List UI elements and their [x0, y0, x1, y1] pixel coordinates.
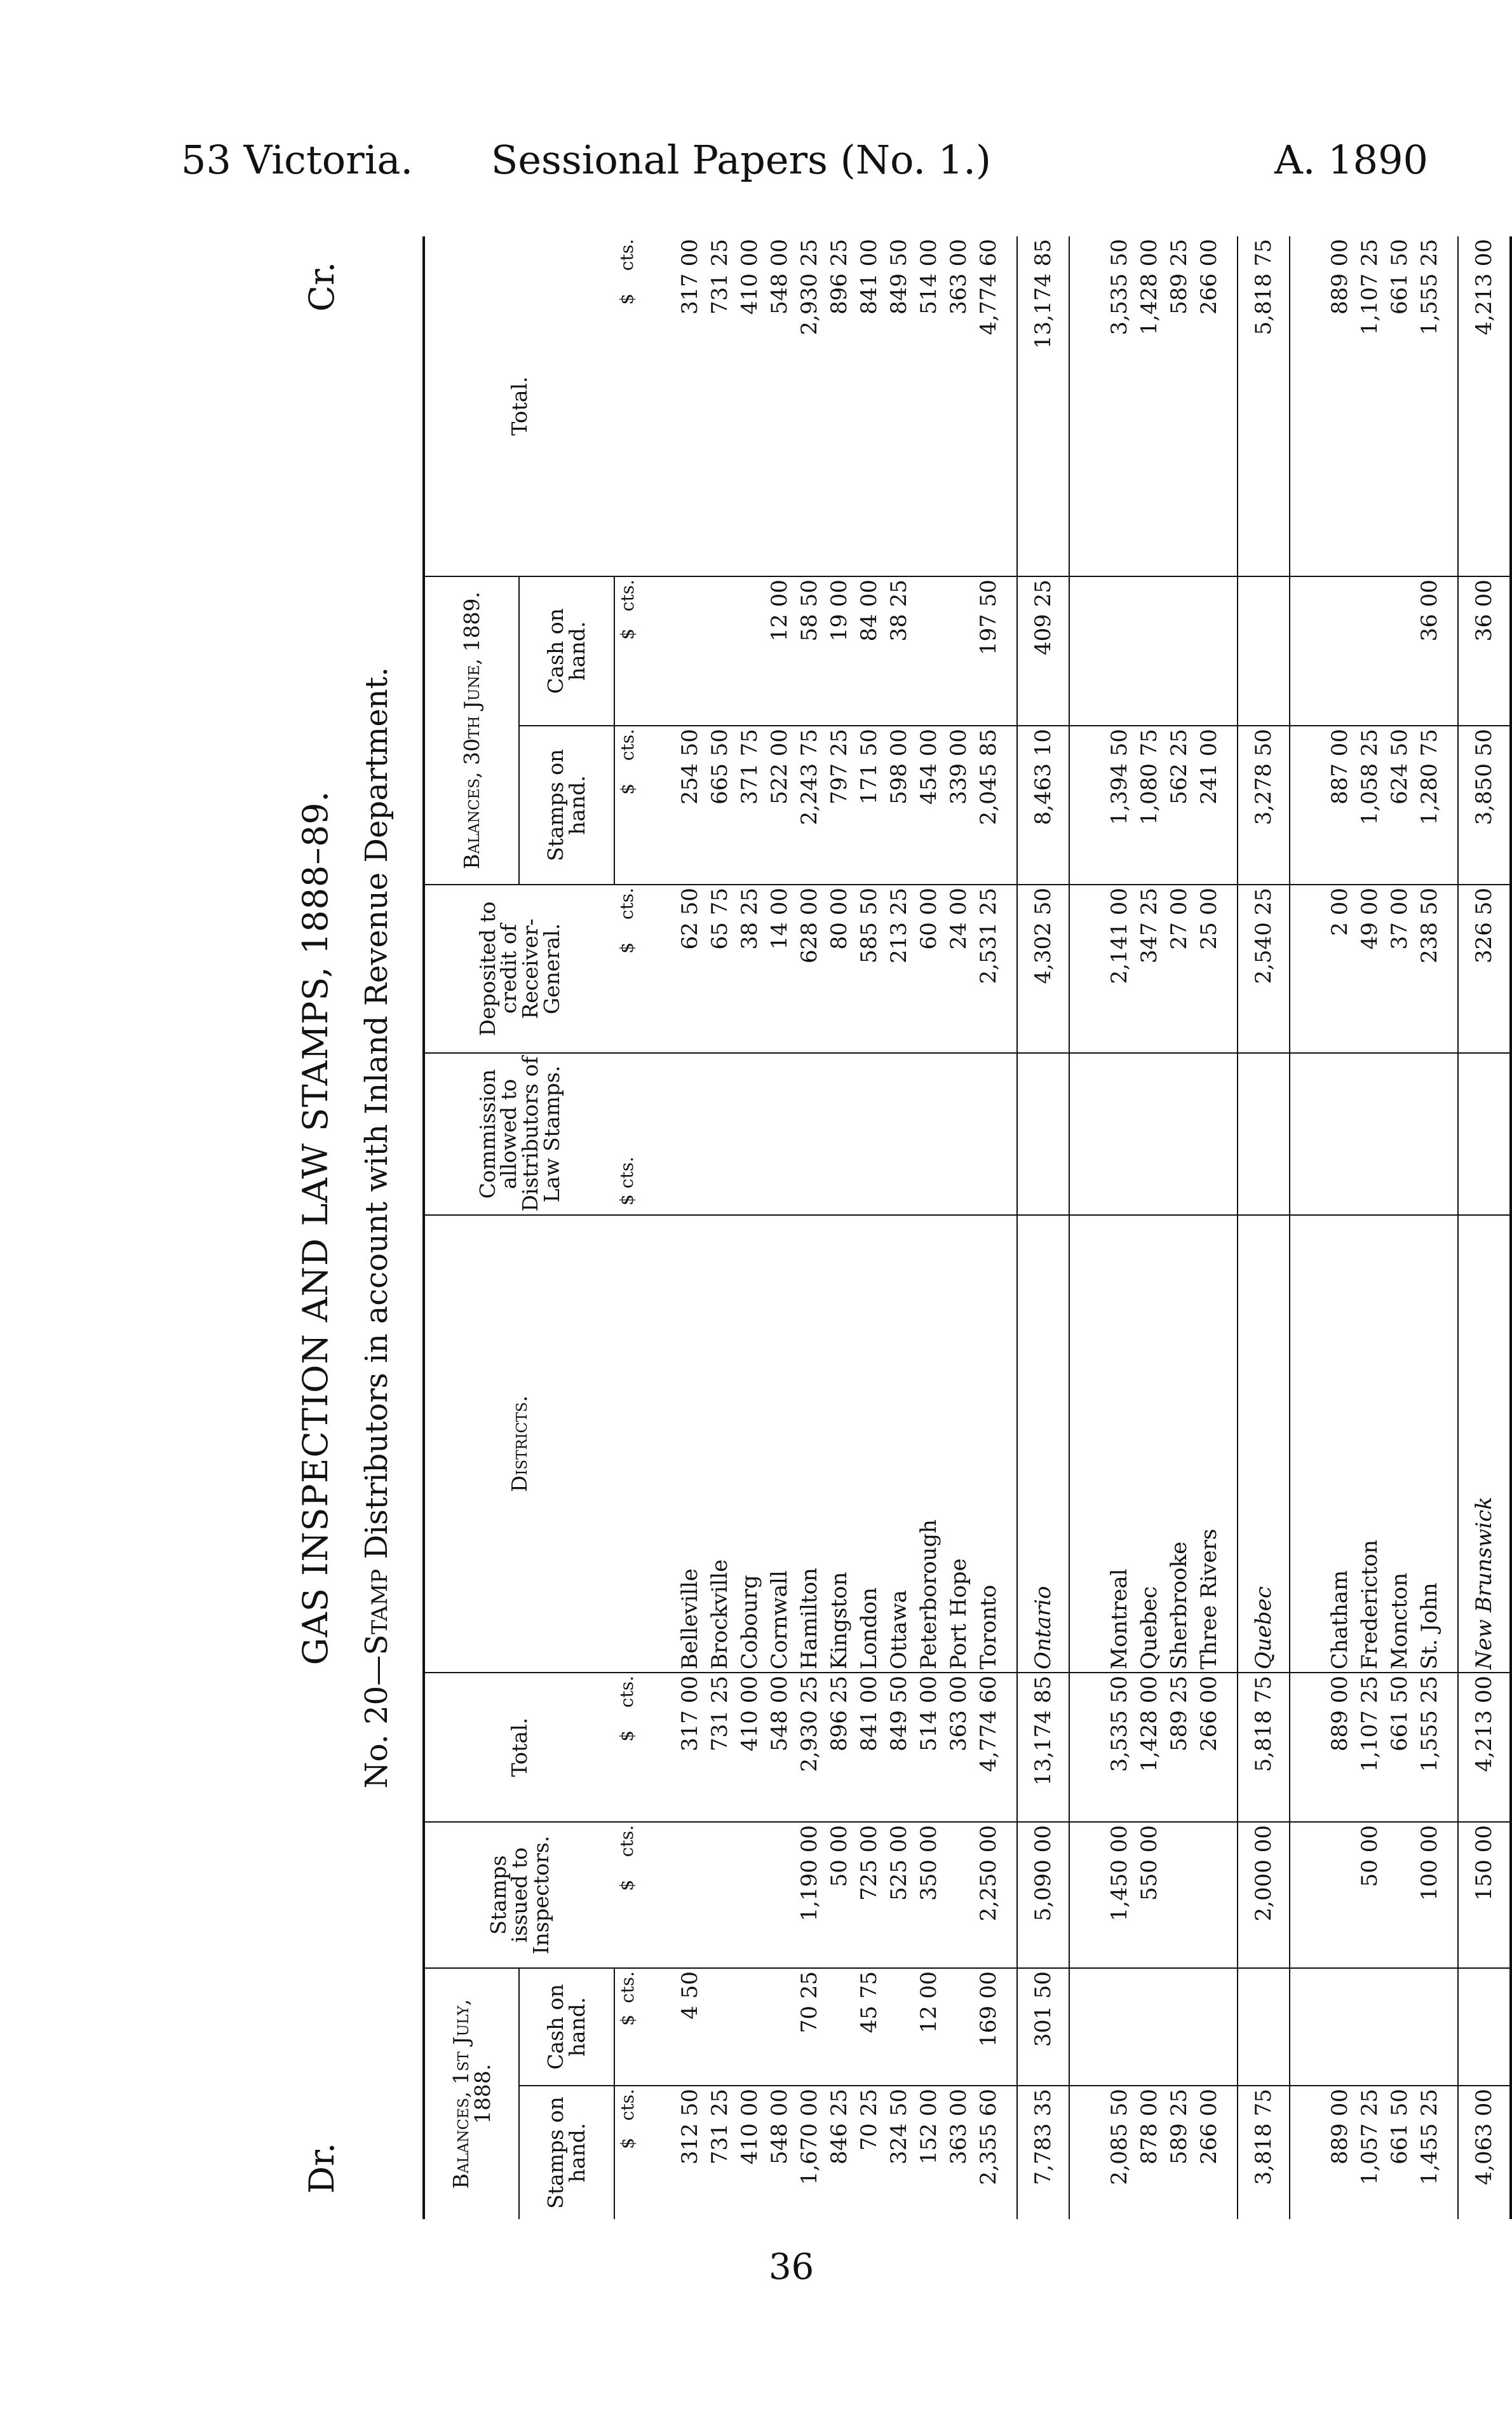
s89-cell: 3,850 50 — [1458, 726, 1511, 885]
dep-cell: 2 00 — [1325, 885, 1355, 1053]
dep-cell: 14 00 — [765, 885, 795, 1053]
tot2-cell: 841 00 — [854, 236, 884, 576]
district-row — [914, 236, 944, 2219]
c88-cell — [1194, 1968, 1224, 2086]
s89-cell: 522 00 — [765, 726, 795, 885]
district-name: Chatham — [1325, 1215, 1355, 1673]
district-name: Kingston — [825, 1215, 854, 1673]
district-row — [1164, 236, 1194, 2219]
c89-cell: 84 00 — [854, 576, 884, 726]
c89-cell — [914, 576, 944, 726]
iss-cell — [675, 1822, 705, 1968]
s89-cell: 454 00 — [914, 726, 944, 885]
iss-cell — [1164, 1822, 1194, 1968]
district-row — [705, 236, 735, 2219]
s89-cell: 624 50 — [1385, 726, 1415, 885]
iss-cell — [735, 1822, 765, 1968]
s89-cell: 241 00 — [1194, 726, 1224, 885]
district-row — [735, 236, 765, 2219]
dep-cell: 24 00 — [944, 885, 974, 1053]
s89-cell: 2,045 85 — [974, 726, 1004, 885]
dep-cell: 37 00 — [1385, 885, 1415, 1053]
iss-cell: 2,250 00 — [974, 1822, 1004, 1968]
tot2-cell: 661 50 — [1385, 236, 1415, 576]
c88-cell: 4 50 — [675, 1968, 705, 2086]
tot2-cell: 889 00 — [1325, 236, 1355, 576]
c88-cell — [705, 1968, 735, 2086]
s88-cell: 410 00 — [737, 2089, 763, 2164]
tot-cell: 889 00 — [1325, 1673, 1355, 1822]
s88-cell: 312 50 — [677, 2089, 703, 2164]
ledger-body — [614, 236, 1511, 2219]
s89-cell: 171 50 — [854, 726, 884, 885]
tot-cell: 1,428 00 — [1135, 1673, 1164, 1822]
dep-cell: 80 00 — [825, 885, 854, 1053]
district-row — [1105, 236, 1135, 2219]
tot-cell: 1,555 25 — [1415, 1673, 1445, 1822]
district-row — [884, 236, 914, 2219]
district-name: Three Rivers — [1194, 1215, 1224, 1673]
commission-cell — [795, 1053, 825, 1215]
s89-cell: 1,080 75 — [1135, 726, 1164, 885]
tot-cell: 410 00 — [735, 1673, 765, 1822]
c89-cell — [1164, 576, 1194, 726]
dep-cell: 65 75 — [705, 885, 735, 1053]
s89-cell: 797 25 — [825, 726, 854, 885]
tot2-cell: 548 00 — [765, 236, 795, 576]
rotated-statement — [280, 236, 1497, 2219]
group-total-label: New Brunswick — [1458, 1215, 1511, 1673]
dep-cell: 62 50 — [675, 885, 705, 1053]
tot2-cell: 363 00 — [944, 236, 974, 576]
group-total-label: Ontario — [1017, 1215, 1069, 1673]
running-head-left: 53 Victoria. — [181, 137, 414, 183]
c88-cell — [1458, 1968, 1511, 2086]
s89-cell: 1,058 25 — [1355, 726, 1385, 885]
dep-cell: 2,540 25 — [1238, 885, 1290, 1053]
c89-cell — [705, 576, 735, 726]
district-name: Fredericton — [1355, 1215, 1385, 1673]
s88-cell: 589 25 — [1166, 2089, 1192, 2164]
s88-cell: 2,355 60 — [976, 2089, 1002, 2185]
s89-cell: 3,278 50 — [1238, 726, 1290, 885]
s88-cell: 363 00 — [946, 2089, 972, 2164]
s89-cell: 371 75 — [735, 726, 765, 885]
commission-cell — [1194, 1053, 1224, 1215]
c88-cell — [1355, 1968, 1385, 2086]
tot-cell: 2,930 25 — [795, 1673, 825, 1822]
s88-cell: 1,057 25 — [1357, 2089, 1383, 2185]
c89-cell: 197 50 — [974, 576, 1004, 726]
unit-cell: $ cts. — [614, 726, 640, 885]
commission-cell — [854, 1053, 884, 1215]
tot2-cell: 1,107 25 — [1355, 236, 1385, 576]
dep-cell: 2,531 25 — [974, 885, 1004, 1053]
running-head-center: Sessional Papers (No. 1.) — [490, 137, 992, 183]
statement-title: GAS INSPECTION AND LAW STAMPS, 1888–89. — [295, 790, 335, 1666]
commission-cell — [944, 1053, 974, 1215]
district-name: St. John — [1415, 1215, 1445, 1673]
group-total-row — [1458, 236, 1511, 2219]
district-name: Belleville — [675, 1215, 705, 1673]
commission-cell — [675, 1053, 705, 1215]
dep-cell: 213 25 — [884, 885, 914, 1053]
header-stamps-on-hand: Stamps on hand. — [519, 2086, 614, 2219]
s89-cell: 887 00 — [1325, 726, 1355, 885]
c88-cell — [1238, 1968, 1290, 2086]
c89-cell — [675, 576, 705, 726]
header-cash-on-hand: Cash on hand. — [519, 1968, 614, 2086]
district-row — [1135, 236, 1164, 2219]
dep-cell: 25 00 — [1194, 885, 1224, 1053]
tot2-cell: 2,930 25 — [795, 236, 825, 576]
c89-cell: 19 00 — [825, 576, 854, 726]
c88-cell — [735, 1968, 765, 2086]
dep-cell: 38 25 — [735, 885, 765, 1053]
district-row — [974, 236, 1004, 2219]
dep-cell: 347 25 — [1135, 885, 1164, 1053]
page-number: 36 — [769, 2246, 814, 2288]
commission-cell — [884, 1053, 914, 1215]
district-name: Quebec — [1135, 1215, 1164, 1673]
header-stamps-issued: Stamps issued to Inspectors. — [424, 1822, 614, 1968]
s88-cell: 661 50 — [1387, 2089, 1413, 2164]
tot-cell: 266 00 — [1194, 1673, 1224, 1822]
dep-cell: 585 50 — [854, 885, 884, 1053]
subtitle-smallcaps: Stamp — [359, 1568, 395, 1655]
s89-cell: 2,243 75 — [795, 726, 825, 885]
c89-cell — [1135, 576, 1164, 726]
commission-cell — [1355, 1053, 1385, 1215]
s89-cell: 562 25 — [1164, 726, 1194, 885]
tot2-cell: 13,174 85 — [1017, 236, 1069, 576]
s88-cell: 4,063 00 — [1458, 2086, 1511, 2219]
commission-cell — [1164, 1053, 1194, 1215]
tot-cell: 514 00 — [914, 1673, 944, 1822]
c89-cell — [944, 576, 974, 726]
iss-cell: 350 00 — [914, 1822, 944, 1968]
commission-cell — [1385, 1053, 1415, 1215]
unit-cell: $ cts. — [614, 885, 640, 1053]
tot2-cell: 1,555 25 — [1415, 236, 1445, 576]
s89-cell: 1,280 75 — [1415, 726, 1445, 885]
subtitle-text: Distributors in account with Inland Revenue Department. — [359, 667, 395, 1569]
c88-cell — [1385, 1968, 1415, 2086]
district-row — [854, 236, 884, 2219]
header-total-2: Total. — [424, 236, 614, 576]
tot-cell: 896 25 — [825, 1673, 854, 1822]
iss-cell: 50 00 — [1355, 1822, 1385, 1968]
c88-cell — [1135, 1968, 1164, 2086]
district-name: London — [854, 1215, 884, 1673]
tot2-cell: 731 25 — [705, 236, 735, 576]
iss-cell: 5,090 00 — [1017, 1822, 1069, 1968]
commission-cell — [1325, 1053, 1355, 1215]
c88-cell — [1105, 1968, 1135, 2086]
commission-cell — [735, 1053, 765, 1215]
c88-cell — [1325, 1968, 1355, 2086]
unit-cell: $ cts. — [614, 1053, 640, 1215]
district-row — [675, 236, 705, 2219]
c88-cell — [825, 1968, 854, 2086]
s88-cell: 324 50 — [886, 2089, 912, 2164]
dep-cell: 60 00 — [914, 885, 944, 1053]
tot-cell: 548 00 — [765, 1673, 795, 1822]
tot2-cell: 896 25 — [825, 236, 854, 576]
s88-cell: 1,670 00 — [797, 2089, 823, 2185]
district-name: Sherbrooke — [1164, 1215, 1194, 1673]
commission-cell — [974, 1053, 1004, 1215]
c88-cell — [884, 1968, 914, 2086]
s89-cell: 8,463 10 — [1017, 726, 1069, 885]
iss-cell — [1325, 1822, 1355, 1968]
district-name: Peterborough — [914, 1215, 944, 1673]
header-deposited: Deposited to credit of Receiver-General. — [424, 885, 614, 1053]
tot2-cell: 5,818 75 — [1238, 236, 1290, 576]
dep-cell: 2,141 00 — [1105, 885, 1135, 1053]
c88-cell: 12 00 — [914, 1968, 944, 2086]
dep-cell: 27 00 — [1164, 885, 1194, 1053]
iss-cell — [1385, 1822, 1415, 1968]
iss-cell: 100 00 — [1415, 1822, 1445, 1968]
c89-cell — [735, 576, 765, 726]
unit-cell: $ cts. — [614, 1822, 640, 1968]
commission-cell — [825, 1053, 854, 1215]
district-name: Ottawa — [884, 1215, 914, 1673]
tot2-cell: 410 00 — [735, 236, 765, 576]
iss-cell: 150 00 — [1458, 1822, 1511, 1968]
commission-cell — [914, 1053, 944, 1215]
tot-cell: 4,213 00 — [1458, 1673, 1511, 1822]
c89-cell — [1238, 576, 1290, 726]
subtitle-number: No. 20— — [359, 1655, 395, 1789]
s88-cell: 266 00 — [1196, 2089, 1222, 2164]
tot2-cell: 589 25 — [1164, 236, 1194, 576]
unit-cell: $ cts. — [616, 2089, 638, 2149]
c89-cell: 36 00 — [1415, 576, 1445, 726]
group-spacer — [1069, 236, 1105, 2219]
dep-cell: 238 50 — [1415, 885, 1445, 1053]
c88-cell — [765, 1968, 795, 2086]
district-name: Cobourg — [735, 1215, 765, 1673]
tot-cell: 731 25 — [705, 1673, 735, 1822]
group-spacer — [1004, 236, 1017, 2219]
c88-cell — [1415, 1968, 1445, 2086]
s88-cell: 846 25 — [827, 2089, 853, 2164]
district-row — [765, 236, 795, 2219]
tot-cell: 317 00 — [675, 1673, 705, 1822]
iss-cell — [705, 1822, 735, 1968]
group-spacer — [1290, 236, 1325, 2219]
tot-cell: 3,535 50 — [1105, 1673, 1135, 1822]
tot2-cell: 514 00 — [914, 236, 944, 576]
c89-cell — [1105, 576, 1135, 726]
group-total-label: Quebec — [1238, 1215, 1290, 1673]
tot-cell: 661 50 — [1385, 1673, 1415, 1822]
ledger-table — [422, 236, 1512, 2219]
iss-cell — [765, 1822, 795, 1968]
tot-cell: 5,818 75 — [1238, 1673, 1290, 1822]
header-balances-1889: Balances, 30th June, 1889. — [424, 576, 519, 885]
iss-cell: 725 00 — [854, 1822, 884, 1968]
unit-cell: $ cts. — [614, 1968, 640, 2086]
s88-cell: 3,818 75 — [1238, 2086, 1290, 2219]
c88-cell: 169 00 — [974, 1968, 1004, 2086]
tot-cell: 13,174 85 — [1017, 1673, 1069, 1822]
s89-cell: 665 50 — [705, 726, 735, 885]
iss-cell: 2,000 00 — [1238, 1822, 1290, 1968]
s88-cell: 152 00 — [916, 2089, 942, 2164]
s88-cell: 731 25 — [707, 2089, 733, 2164]
dep-cell: 628 00 — [795, 885, 825, 1053]
tot-cell: 4,774 60 — [974, 1673, 1004, 1822]
debit-label: Dr. — [302, 2142, 342, 2194]
commission-cell — [1105, 1053, 1135, 1215]
c88-cell: 45 75 — [854, 1968, 884, 2086]
district-name: Port Hope — [944, 1215, 974, 1673]
header-total: Total. — [424, 1673, 614, 1822]
commission-cell — [1415, 1053, 1445, 1215]
district-name: Toronto — [974, 1215, 1004, 1673]
header-balances-1888: Balances, 1st July, 1888. — [424, 1968, 519, 2219]
c89-cell — [1385, 576, 1415, 726]
s88-cell: 1,455 25 — [1417, 2089, 1443, 2185]
group-spacer — [640, 236, 675, 2219]
c89-cell: 58 50 — [795, 576, 825, 726]
district-row — [1415, 236, 1445, 2219]
c89-cell — [1355, 576, 1385, 726]
units-row — [614, 236, 640, 2219]
commission-cell — [705, 1053, 735, 1215]
district-row — [1385, 236, 1415, 2219]
district-row — [1325, 236, 1355, 2219]
commission-cell — [1458, 1053, 1511, 1215]
commission-cell — [1238, 1053, 1290, 1215]
commission-cell — [1017, 1053, 1069, 1215]
district-name: Hamilton — [795, 1215, 825, 1673]
tot-cell: 841 00 — [854, 1673, 884, 1822]
district-name: Montreal — [1105, 1215, 1135, 1673]
tot2-cell: 4,774 60 — [974, 236, 1004, 576]
iss-cell — [944, 1822, 974, 1968]
c89-cell — [1325, 576, 1355, 726]
district-row — [1355, 236, 1385, 2219]
commission-cell — [1135, 1053, 1164, 1215]
s88-cell: 889 00 — [1327, 2089, 1353, 2164]
s88-cell: 7,783 35 — [1017, 2086, 1069, 2219]
district-name: Moncton — [1385, 1215, 1415, 1673]
s88-cell: 70 25 — [856, 2089, 882, 2151]
district-row — [795, 236, 825, 2219]
group-total-row — [1017, 236, 1069, 2219]
tot2-cell: 266 00 — [1194, 236, 1224, 576]
statement-subtitle — [359, 236, 395, 2219]
group-total-row — [1238, 236, 1290, 2219]
credit-label: Cr. — [302, 262, 342, 312]
district-name: Cornwall — [765, 1215, 795, 1673]
c88-cell: 70 25 — [795, 1968, 825, 2086]
district-row — [1194, 236, 1224, 2219]
s89-cell: 598 00 — [884, 726, 914, 885]
tot-cell: 849 50 — [884, 1673, 914, 1822]
running-head-right: A. 1890 — [1274, 137, 1428, 183]
district-row — [944, 236, 974, 2219]
iss-cell: 550 00 — [1135, 1822, 1164, 1968]
iss-cell — [1194, 1822, 1224, 1968]
header-commission: Commission allowed to Distributors of Law Stamps. — [424, 1053, 614, 1215]
s88-cell: 548 00 — [767, 2089, 793, 2164]
iss-cell: 1,190 00 — [795, 1822, 825, 1968]
district-row — [825, 236, 854, 2219]
commission-cell — [765, 1053, 795, 1215]
tot-cell: 1,107 25 — [1355, 1673, 1385, 1822]
tot2-cell: 1,428 00 — [1135, 236, 1164, 576]
s89-cell: 339 00 — [944, 726, 974, 885]
c89-cell: 36 00 — [1458, 576, 1511, 726]
s88-cell: 878 00 — [1137, 2089, 1163, 2164]
tot2-cell: 3,535 50 — [1105, 236, 1135, 576]
unit-cell: $ cts. — [614, 576, 640, 726]
c88-cell: 301 50 — [1017, 1968, 1069, 2086]
dep-cell: 49 00 — [1355, 885, 1385, 1053]
tot2-cell: 849 50 — [884, 236, 914, 576]
iss-cell: 1,450 00 — [1105, 1822, 1135, 1968]
dep-cell: 4,302 50 — [1017, 885, 1069, 1053]
group-spacer — [1445, 236, 1458, 2219]
header-cash-on-hand-2: Cash on hand. — [519, 576, 614, 726]
c89-cell: 409 25 — [1017, 576, 1069, 726]
s89-cell: 254 50 — [675, 726, 705, 885]
tot2-cell: 4,213 00 — [1458, 236, 1511, 576]
c89-cell — [1194, 576, 1224, 726]
district-name: Brockville — [705, 1215, 735, 1673]
iss-cell: 525 00 — [884, 1822, 914, 1968]
tot-cell: 363 00 — [944, 1673, 974, 1822]
tot-cell: 589 25 — [1164, 1673, 1194, 1822]
s89-cell: 1,394 50 — [1105, 726, 1135, 885]
c89-cell: 38 25 — [884, 576, 914, 726]
group-spacer — [1224, 236, 1238, 2219]
s88-cell: 2,085 50 — [1107, 2089, 1133, 2185]
unit-cell: $ cts. — [614, 1673, 640, 1822]
c88-cell — [1164, 1968, 1194, 2086]
iss-cell: 50 00 — [825, 1822, 854, 1968]
c89-cell: 12 00 — [765, 576, 795, 726]
unit-cell: $ cts. — [614, 236, 640, 576]
tot2-cell: 317 00 — [675, 236, 705, 576]
dep-cell: 326 50 — [1458, 885, 1511, 1053]
c88-cell — [944, 1968, 974, 2086]
header-stamps-on-hand-2: Stamps on hand. — [519, 726, 614, 885]
header-districts: Districts. — [424, 1215, 614, 1673]
